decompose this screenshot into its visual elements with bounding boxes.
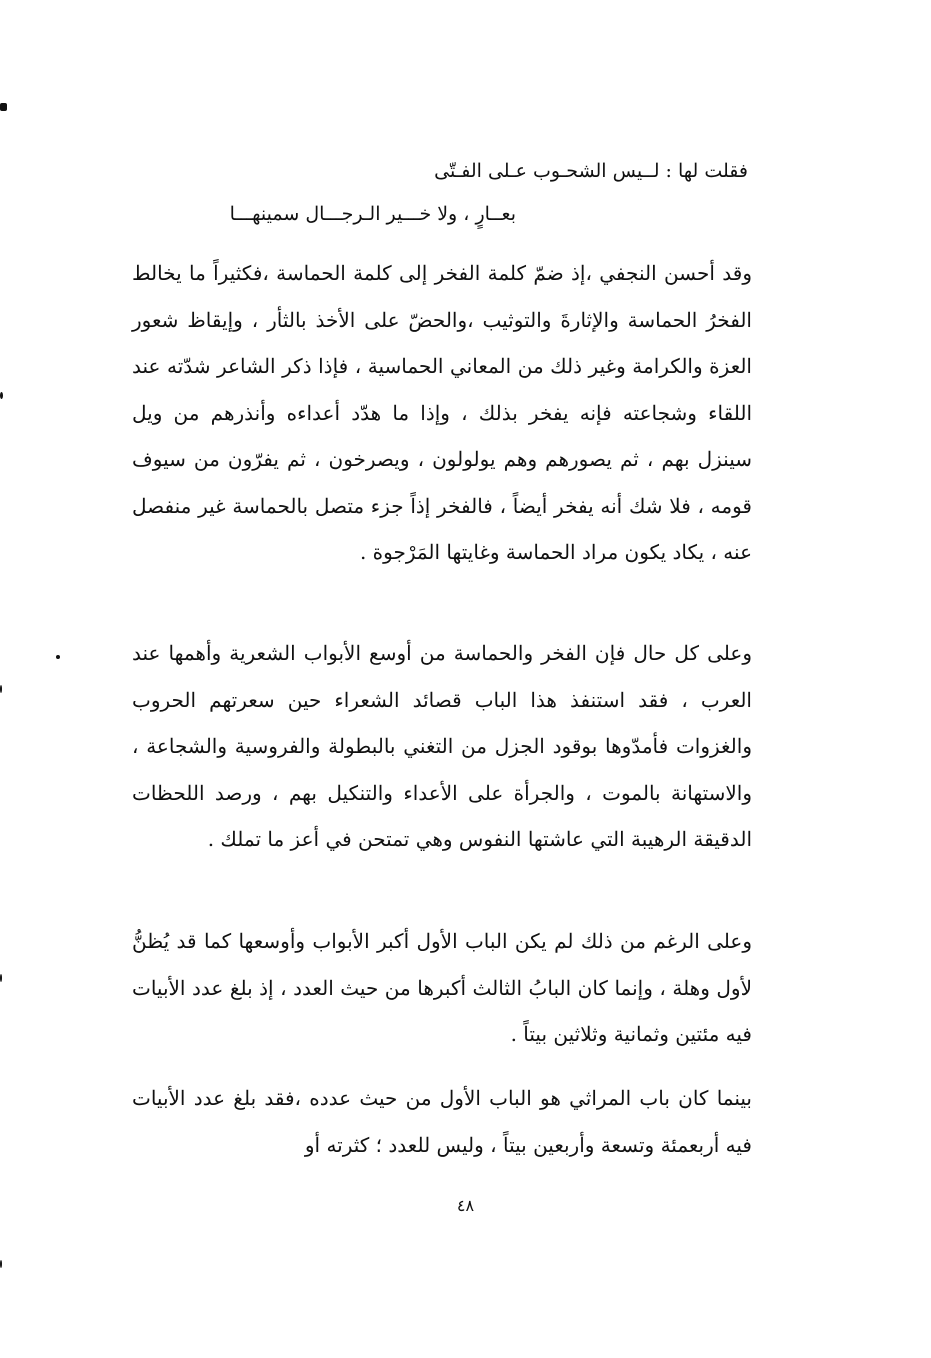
margin-mark-1: [0, 103, 7, 111]
paragraph-2: وعلى كل حال فإن الفخر والحماسة من أوسع الأبواب الشعرية وأهمها عند العرب ، فقد استنفذ هذا الباب قصائد الشعراء حين سعرتهم الحروب والغزوات فأمدّوها بوقود الجزل من التغني بالبطولة والفروسية والشجاعة ، والاستهانة بالموت ، والجرأة على الأعداء والتنكيل بهم ، ورصد اللحظات الدقيقة الرهيبة التي عاشتها النفوس وهي تمتحن في أعز ما تملك .: [132, 641, 752, 851]
margin-mark-3: [56, 655, 60, 659]
margin-mark-5: [0, 974, 2, 982]
page-number: ٤٨: [456, 1196, 475, 1215]
margin-mark-6: [0, 1260, 2, 1268]
paragraph-4: بينما كان باب المراثي هو الباب الأول من حيث عدده ،فقد بلغ عدد الأبيات فيه أربعمئة وتسعة وأربعين بيتاً ، وليس للعدد ؛ كثرته أو: [132, 1086, 752, 1157]
margin-mark-4: [0, 685, 2, 693]
verse-line-1: فقلت لها : لــيس الشحـوب عـلى الفـتّى: [434, 160, 748, 182]
verse-line-2: بعــارٍ ، ولا خـــير الـرجـــال سمينهـــا: [229, 203, 516, 225]
margin-mark-2: [0, 392, 3, 399]
paragraph-1: وقد أحسن النجفي ،إذ ضمّ كلمة الفخر إلى كلمة الحماسة ،فكثيراً ما يخالط الفخرُ الحماسة والإثارةَ والتوثيب ،والحضّ على الأخذ بالثأر ، وإيقاظ شعور العزة والكرامة وغير ذلك من المعاني الحماسية ، فإذا ذكر الشاعر شدّته عند اللقاء وشجاعته فإنه يفخر بذلك ، وإذا ما هدّد أعداءه وأنذرهم من ويل سينزل بهم ، ثم يصورهم وهم يولولون ، ويصرخون ، ثم يفرّون من سيوف قومه ، فلا شك أنه يفخر أيضاً ، فالفخر إذاً جزء متصل بالحماسة غير منفصل عنه ، يكاد يكون مراد الحماسة وغايتها المَرْجوة .: [132, 261, 752, 564]
paragraph-3: وعلى الرغم من ذلك لم يكن الباب الأول أكبر الأبواب وأوسعها كما قد يُظنُّ لأول وهلة ، وإنما كان البابُ الثالث أكبرها من حيث العدد ، إذ بلغ عدد الأبيات فيه مئتين وثمانية وثلاثين بيتاً .: [132, 929, 752, 1046]
